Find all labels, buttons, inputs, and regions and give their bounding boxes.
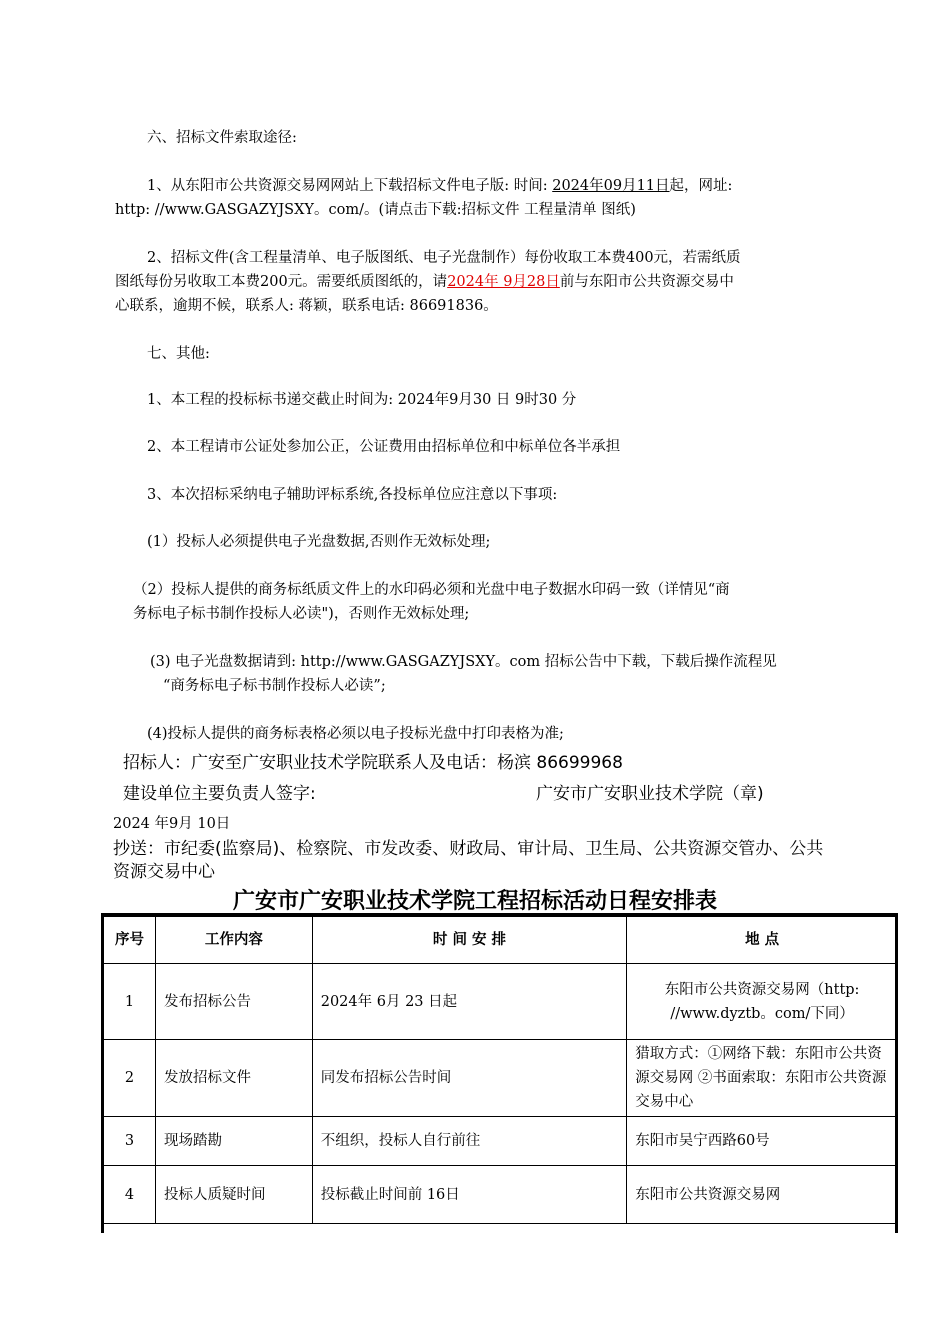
section6-heading: 六、招标文件索取途径: <box>147 130 297 146</box>
row-place: 东阳市公共资源交易网 <box>627 1166 898 1224</box>
section7-sub2-line1: （2）投标人提供的商务标纸质文件上的水印码必须和光盘中电子数据水印码一致（详情见“商 <box>133 582 730 598</box>
row-task: 投标人质疑时间 <box>155 1166 312 1224</box>
row-no: 4 <box>104 1166 156 1224</box>
section7-sub2-line2: 务标电子标书制作投标人必读")，否则作无效标处理; <box>133 606 470 622</box>
item1-text-b: 起，网址: <box>669 178 733 194</box>
section7-item3: 3、本次招标采纳电子辅助评标系统,各投标单位应注意以下事项: <box>147 487 558 503</box>
header-time: 时 间 安 排 <box>312 917 627 964</box>
header-place: 地 点 <box>627 917 898 964</box>
row-place: 东阳市吴宁西路60号 <box>627 1117 898 1166</box>
section7-item1: 1、本工程的投标标书递交截止时间为: 2024年9月30 日 9时30 分 <box>147 392 577 408</box>
section7-item2: 2、本工程请市公证处参加公正，公证费用由招标单位和中标单位各半承担 <box>147 439 621 455</box>
row-task: 现场踏勘 <box>155 1117 312 1166</box>
section6-item1-line1 <box>147 174 732 198</box>
table-row <box>104 1166 898 1224</box>
section6-item2-line1: 2、招标文件(含工程量清单、电子版图纸、电子光盘制作）每份收取工本费400元，若需纸质 <box>147 250 741 266</box>
item2-text-b: 前与东阳市公共资源交易中 <box>559 274 734 290</box>
schedule-title: 广安市广安职业技术学院工程招标活动日程安排表 <box>232 889 717 914</box>
schedule-table <box>103 916 898 1224</box>
table-row <box>104 1040 898 1117</box>
section7-heading: 七、其他: <box>147 346 210 362</box>
notice-date: 2024 年9月 10日 <box>113 816 231 832</box>
header-no: 序号 <box>104 917 156 964</box>
tenderer-contact: 招标人：广安至广安职业技术学院联系人及电话：杨滨 86699968 <box>123 753 623 773</box>
row-no: 3 <box>104 1117 156 1166</box>
section6-item2-line2 <box>115 270 734 294</box>
signature-label: 建设单位主要负责人签字: <box>123 784 316 804</box>
row-no: 1 <box>104 964 156 1040</box>
row-place: 东阳市公共资源交易网（http: //www.dyztb。com/下同） <box>627 964 898 1040</box>
table-row <box>104 1117 898 1166</box>
seal-label: 广安市广安职业技术学院（章) <box>536 784 764 804</box>
table-header-row <box>104 917 898 964</box>
row-time: 投标截止时间前 16日 <box>312 1166 627 1224</box>
item2-deadline-date: 2024年 9月28日 <box>447 274 560 290</box>
section7-sub4: (4)投标人提供的商务标表格必须以电子投标光盘中打印表格为准; <box>147 726 564 742</box>
row-task: 发布招标公告 <box>155 964 312 1040</box>
row-time: 同发布招标公告时间 <box>312 1040 627 1117</box>
section6-item2-line3: 心联系，逾期不候，联系人: 蒋颖，联系电话: 86691836。 <box>115 298 498 314</box>
item1-text: 1、从东阳市公共资源交易网网站上下载招标文件电子版: 时间: <box>147 178 553 194</box>
row-task: 发放招标文件 <box>155 1040 312 1117</box>
section6-item1-line2: http: //www.GASGAZYJSXY。com/。(请点击下载:招标文件 工程量清单 图纸) <box>115 202 636 218</box>
header-task: 工作内容 <box>155 917 312 964</box>
row-no: 2 <box>104 1040 156 1117</box>
section7-sub3-line2: “商务标电子标书制作投标人必读”; <box>163 678 386 694</box>
row-place: 猎取方式：①网络下载：东阳市公共资源交易网 ②书面索取：东阳市公共资源交易中心 <box>627 1040 898 1117</box>
row-time: 2024年 6月 23 日起 <box>312 964 627 1040</box>
row-time: 不组织，投标人自行前往 <box>312 1117 627 1166</box>
table-row <box>104 964 898 1040</box>
item1-date: 2024年09月11日 <box>552 178 670 194</box>
section7-sub1: (1）投标人必须提供电子光盘数据,否则作无效标处理; <box>147 534 491 550</box>
section7-sub3-line1: (3) 电子光盘数据请到: http://www.GASGAZYJSXY。com 招标公告中下载，下载后操作流程见 <box>150 654 777 670</box>
item2-text-a: 图纸每份另收取工本费200元。需要纸质图纸的，请 <box>115 274 448 290</box>
cc-line2: 资源交易中心 <box>113 862 215 882</box>
cc-line1: 抄送：市纪委(监察局)、检察院、市发改委、财政局、审计局、卫生局、公共资源交管办、公共 <box>113 839 824 859</box>
